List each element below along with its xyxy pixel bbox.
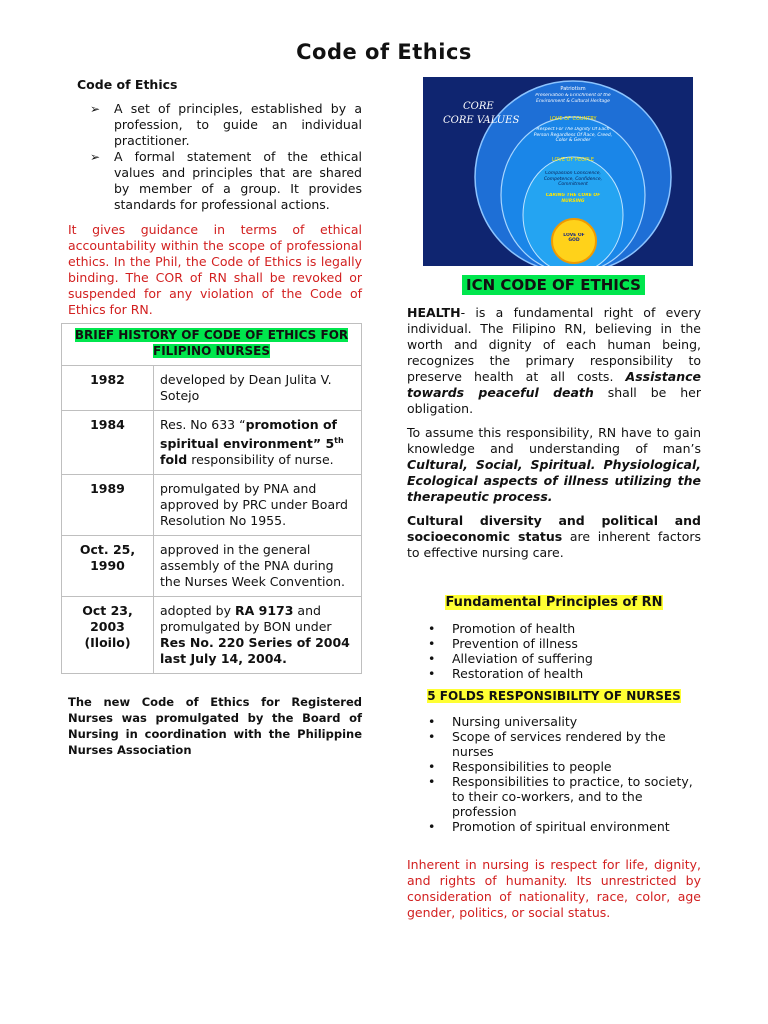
new-code-paragraph: The new Code of Ethics for Registered Nurses was promulgated by the Board of Nursing in coordination with the Philippine Nurses Association <box>68 695 362 757</box>
responsibility-paragraph: To assume this responsibility, RN have to gain knowledge and understanding of man’s Cultural, Social, Spiritual. Physiological, Ecological aspects of illness utilizing the therapeutic process. <box>407 425 701 504</box>
table-row <box>62 597 362 674</box>
year-cell: 1982 <box>62 366 154 411</box>
fundamental-list <box>428 621 700 681</box>
year-cell: 1984 <box>62 411 154 475</box>
list-item: • Scope of services rendered by the nurses <box>428 729 700 759</box>
history-table <box>61 323 362 674</box>
list-item: • Responsibilities to practice, to society, to their co-workers, and to the profession <box>428 774 700 819</box>
definition-list <box>90 101 362 213</box>
desc-cell: approved in the general assembly of the PNA during the Nurses Week Convention. <box>154 536 362 597</box>
table-row <box>62 536 362 597</box>
table-row <box>62 411 362 475</box>
section-subtitle: Code of Ethics <box>77 77 178 92</box>
svg-text:LOVE OF PEOPLE: LOVE OF PEOPLE <box>551 157 595 163</box>
desc-cell: Res. No 633 “promotion of spiritual environment” 5th fold responsibility of nurse. <box>154 411 362 475</box>
list-item: • Promotion of spiritual environment <box>428 819 700 834</box>
five-folds-title: 5 FOLDS RESPONSIBILITY OF NURSES <box>427 689 681 703</box>
list-item: • Promotion of health <box>428 621 700 636</box>
list-item: ➢ A set of principles, established by a profession, to guide an individual practitioner. <box>90 101 362 148</box>
svg-text:CORE: CORE <box>463 101 494 112</box>
icn-title: ICN CODE OF ETHICS <box>462 276 645 294</box>
table-row <box>62 475 362 536</box>
desc-cell: developed by Dean Julita V. Sotejo <box>154 366 362 411</box>
five-folds-list <box>428 714 700 834</box>
arrow-bullet-icon: ➢ <box>90 150 101 164</box>
svg-text:Patriotism: Patriotism <box>560 86 586 92</box>
list-item: • Prevention of illness <box>428 636 700 651</box>
guidance-paragraph: It gives guidance in terms of ethical accountability within the scope of professional ethics. In the Phil, the Code of Ethics is legally binding. The COR of RN shall be revoked or suspended for any violation of the Code of Ethics for RN. <box>68 222 362 317</box>
year-cell: Oct. 25, 1990 <box>62 536 154 597</box>
year-cell: Oct 23, 2003 (Iloilo) <box>62 597 154 674</box>
arrow-bullet-icon: ➢ <box>90 102 101 116</box>
table-header: BRIEF HISTORY OF CODE OF ETHICS FOR FILIPINO NURSES <box>62 324 362 366</box>
page-title: Code of Ethics <box>296 40 472 64</box>
fundamental-principles-title: Fundamental Principles of RN <box>445 595 663 610</box>
year-cell: 1989 <box>62 475 154 536</box>
core-values-label: CORE VALUES <box>443 115 520 126</box>
cultural-paragraph: Cultural diversity and political and socioeconomic status are inherent factors to effective nursing care. <box>407 513 701 560</box>
desc-cell: adopted by RA 9173 and promulgated by BON under Res No. 220 Series of 2004 last July 14, 2004. <box>154 597 362 674</box>
list-item: • Nursing universality <box>428 714 700 729</box>
inherent-paragraph: Inherent in nursing is respect for life, dignity, and rights of humanity. Its unrestricted by consideration of nationality, race, color, age gender, politics, or social status. <box>407 857 701 920</box>
list-item: • Alleviation of suffering <box>428 651 700 666</box>
core-values-image <box>423 77 693 266</box>
table-row <box>62 366 362 411</box>
list-item: • Responsibilities to people <box>428 759 700 774</box>
svg-text:LOVE OF COUNTRY: LOVE OF COUNTRY <box>549 116 597 122</box>
list-item: ➢ A formal statement of the ethical values and principles that are shared by member of a group. It provides standards for professional actions. <box>90 149 362 212</box>
desc-cell: promulgated by PNA and approved by PRC under Board Resolution No 1955. <box>154 475 362 536</box>
list-item: • Restoration of health <box>428 666 700 681</box>
health-paragraph: HEALTH- is a fundamental right of every individual. The Filipino RN, believing in the worth and dignity of each human being, recognizes the primary responsibility to preserve health at all costs. Assistance towards peaceful death shall be her obligation. <box>407 305 701 416</box>
core-values-diagram: CORE CORE VALUES Patriotism Preservation & Enrichment of the Environment & Cultural Heritage LOVE OF COUNTRY Respect For The Dignity Of Each Person Regardless Of Race, Creed, Color & Gender LOVE OF PEOPLE Compassion Conscience, Competence, Confidence, Commitment CARING THE CORE OF NURSING LOVE OF GOD <box>423 77 693 266</box>
